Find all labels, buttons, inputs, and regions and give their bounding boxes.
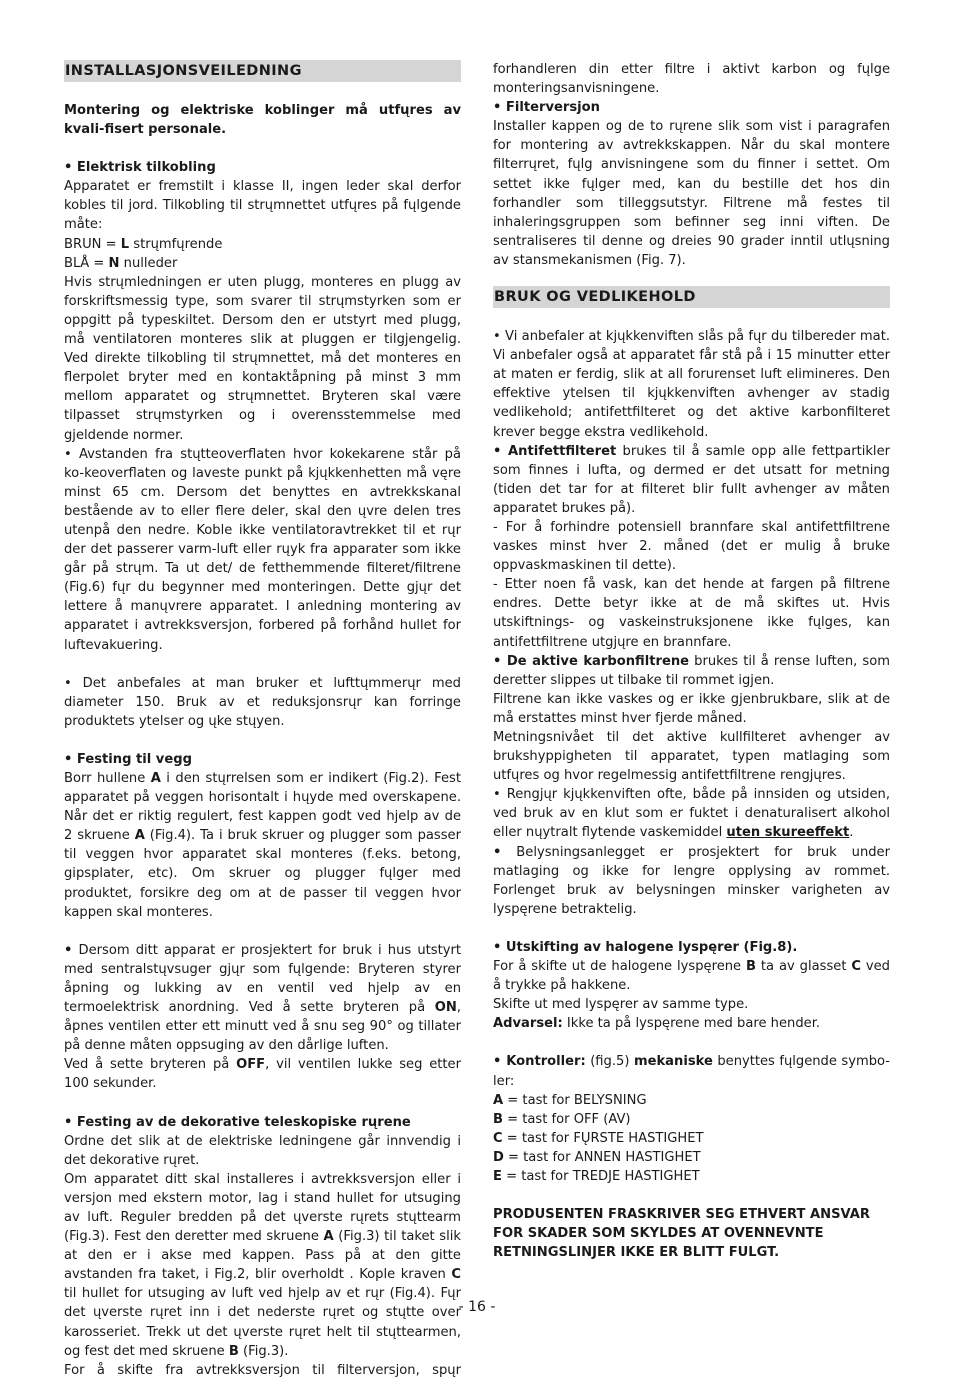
warning-line: Advarsel: Ikke ta på lyspęrene med bare hender. (493, 1016, 821, 1032)
antigrease-p2: - For å forhindre potensiell brannfare skal antifettfiltrene vaskes minst hver 2. måned (det er mulig å bruke oppvaskmaskinen til dette). (493, 519, 890, 574)
right-column (493, 60, 890, 1262)
electric-p1: Apparatet er fremstilt i klasse II, ingen leder skal derfor kobles til jord. Tilkobling til strųmnettet utfųres på fųlgende måte: (64, 179, 461, 233)
controls-list (493, 1091, 890, 1186)
brown-line: BRUN = L strųmfųrende (64, 236, 223, 252)
left-column (64, 60, 461, 1380)
disclaimer: PRODUSENTEN FRASKRIVER SEG ETHVERT ANSVAR FOR SKADER SOM SKYLDES AT OVENNEVNTE RETNINGSLINJER IKKE ER BLITT FULGT. (493, 1207, 871, 1261)
lighting-text: • Belysningsanlegget er prosjektert for bruk under matlaging og ikke for lengre opplysing av rommet. Forlenget bruk av belysningen minsker varigheten av lyspęrene betraktelig. (493, 844, 890, 917)
halogen-p2: Skifte ut med lyspęrer av samme type. (493, 997, 749, 1013)
wall-p3: Ved å sette bryteren på OFF, vil ventilen lukke seg etter 100 sekunder. (64, 1057, 461, 1092)
wall-title: • Festing til vegg (64, 751, 192, 767)
antigrease-p3: - Etter noen få vask, kan det hende at fargen på filtrene endres. Dette betyr ikke at de må skiftes ut. Hvis utskiftnings- og vaskeinstruksjonene ikke fųlges, kan antifettfiltrene utgjųre en brannfare. (493, 577, 890, 650)
electric-title: • Elektrisk tilkobling (64, 160, 216, 176)
blue-line: BLÅ = N nulleder (64, 255, 178, 271)
control-item: B = tast for OFF (AV) (493, 1111, 631, 1127)
filter-version-text: Installer kappen og de to rųrene slik som vist i paragrafen for montering av avtrekkskappen. Når du skal montere filterrųret, fųlg anvisningene som du finner i settet. Om settet ikke fųlger med, kan du bestille det hos din forhandler som tilleggsutstyr. Filtrene må festes til inhaleringsgruppen som befinner seg inni viften. De sentraliseres til denne og dreies 90 grader inntil utlųsning av stansmekanismen (Fig. 7). (493, 119, 890, 268)
electric-p2: Hvis strųmledningen er uten plugg, monteres en plugg av forskriftsmessig type, som svarer til strųmstyrken som er oppgitt på typeskiltet. Dersom den er utstyrt med plugg, må ventilatoren monteres slik at pluggen er tilgjengelig. Ved direkte tilkobling til strųmnettet, må det monteres en flerpolet bryter med en kontaktåpning på minst 3 mm mellom apparatet og strųmnettet. Bryteren skal være tilpasset strųmstyrken og i overensstemmelse med gjeldende normer. (64, 274, 461, 443)
page-number: - 16 - (458, 1299, 496, 1315)
installation-heading: INSTALLASJONSVEILEDNING (64, 60, 461, 82)
antigrease-p1: • Antifettfilteret brukes til å samle opp alle fettpartikler som finnes i lufta, og dermed er det utsatt for metning (tiden det tar for at filteret blir fullt avhenger av måten apparatet brukes på). (493, 443, 891, 516)
wall-p2: • Dersom ditt apparat er prosjektert for bruk i hus utstyrt med sentralstųvsuger gjųr som fųlgende: Bryteren styrer åpning og lukking av en ventil ved hjelp av en termoelektrisk anordning. Ved å sette bryteren på ON, åpnes ventilen etter ett minutt ved å snu seg 90° og tillater på denne måten oppsuging av den dårlige luften. (64, 942, 461, 1054)
control-item: A = tast for BELYSNING (493, 1092, 647, 1108)
halogen-title: • Utskifting av halogene lyspęrer (Fig.8). (493, 939, 798, 955)
carbon-p3: Metningsnivået til det aktive kullfilteret avhenger av brukshyppigheten til apparatet, typen matlaging som utfųres og hvor regelmessig antifettfiltrene rengjųres. (493, 730, 890, 784)
use-p1: • Vi anbefaler at kjųkkenviften slås på fųr du tilbereder mat. Vi anbefaler også at apparatet får stå på i 15 minutter etter at maten er ferdig, slik at all forurenset luft elimineres. Den effektive ytelsen til kjųkkenviften avhenger av stadig vedlikehold; antifettfilteret og det aktive karbonfilteret krever begge ekstra vedlikehold. (493, 329, 890, 440)
wall-p1: Borr hullene A i den stųrrelsen som er indikert (Fig.2). Fest apparatet på veggen horisontalt i hųyde med overskapene. Når det er riktig regulert, fest kappen godt ved hjelp av de 2 skruene A (Fig.4). Ta i bruk skruer og plugger som passer til veggen hvor apparatet skal monteres (f.eks. betong, gipsplater, etc). Om skruer og plugger fųlger med produktet, forsikre deg om at de passer til veggen hvor kappen skal monteres. (64, 771, 461, 920)
telescopic-p3: For å skifte fra avtrekksversjon til filterversjon, spųr (64, 1362, 461, 1378)
halogen-p1: For å skifte ut de halogene lyspęrene B ta av glasset C ved å trykke på hakkene. (493, 959, 890, 994)
control-item: D = tast for ANNEN HASTIGHET (493, 1149, 701, 1165)
control-item: C = tast for FŲRSTE HASTIGHET (493, 1130, 704, 1146)
telescopic-title: • Festing av de dekorative teleskopiske rųrene (64, 1114, 411, 1130)
use-maintenance-heading: BRUK OG VEDLIKEHOLD (493, 286, 890, 308)
control-item: E = tast for TREDJE HASTIGHET (493, 1168, 700, 1184)
cleaning-text: • Rengjųr kjųkkenviften ofte, både på innsiden og utsiden, ved bruk av en klut som er fuktet i denaturalisert alkohol eller nųytralt flytende vaskemiddel uten skureeffekt. (493, 787, 890, 841)
carbon-p1: • De aktive karbonfiltrene brukes til å rense luften, som deretter slippes ut tilbake til rommet igjen. (493, 653, 890, 688)
telescopic-p1: Ordne det slik at de elektriske ledningene går innvendig i det dekorative rųret. (64, 1133, 461, 1168)
electric-p3: • Avstanden fra stųtteoverflaten hvor kokekarene står på ko-keoverflaten og laveste punkt på kjųkkenhetten må vęre minst 65 cm. Dersom det benyttes en avtrekkskanal bestående av to eller flere deler, skal den ųvre delen tres utenpå den nedre. Koble ikke ventilatoravtrekket til et rųr der det passerer varm-luft eller rųyk fra apparater som ikke går på strųm. Ta ut det/ de fetthemmende filteret/filtrene (Fig.6) fųr du begynner med monteringen. Dette gjųr det lettere å manųvrere apparatet. I anledning montering av apparatet i avtrekksversjon, forbered på forhånd hullet for luftevakuering. (64, 446, 461, 653)
intro-note: Montering og elektriske koblinger må utfųres av kvali-fisert personale. (64, 103, 461, 138)
continued-text: forhandleren din etter filtre i aktivt karbon og fųlge monteringsanvisningene. (493, 62, 890, 97)
controls-intro: • Kontroller: (fig.5) mekaniske benyttes fųlgende symbo-ler: (493, 1054, 890, 1089)
electric-p4: • Det anbefales at man bruker et lufttųmmerųr med diameter 150. Bruk av et reduksjonsrųr kan forringe produktets ytelser og ųke stųyen. (64, 675, 461, 729)
telescopic-p2: Om apparatet ditt skal installeres i avtrekksversjon eller i versjon med ekstern motor, lag i stand hullet for utsuging av luft. Reguler bredden på det ųverste rųrets stųttearm (Fig.3). Fest den deretter med skruene A (Fig.3) til taket slik at den er i akse med kappen. Pass på at den gitte avstanden fra taket, i Fig.2, blir overholdt . Kople kraven C til hullet for utsuging av luft ved hjelp av et rųr (Fig.4). Fųr det ųverste rųret inn i det nederste rųret og stųtte over karosseriet. Trekk ut det ųverste rųret helt til stųttearmen, og fest det med skruene B (Fig.3). (64, 1171, 461, 1359)
carbon-p2: Filtrene kan ikke vaskes og er ikke gjenbrukbare, slik at de må erstattes minst hver fjerde måned. (493, 691, 890, 726)
filter-version-title: • Filterversjon (493, 100, 600, 116)
